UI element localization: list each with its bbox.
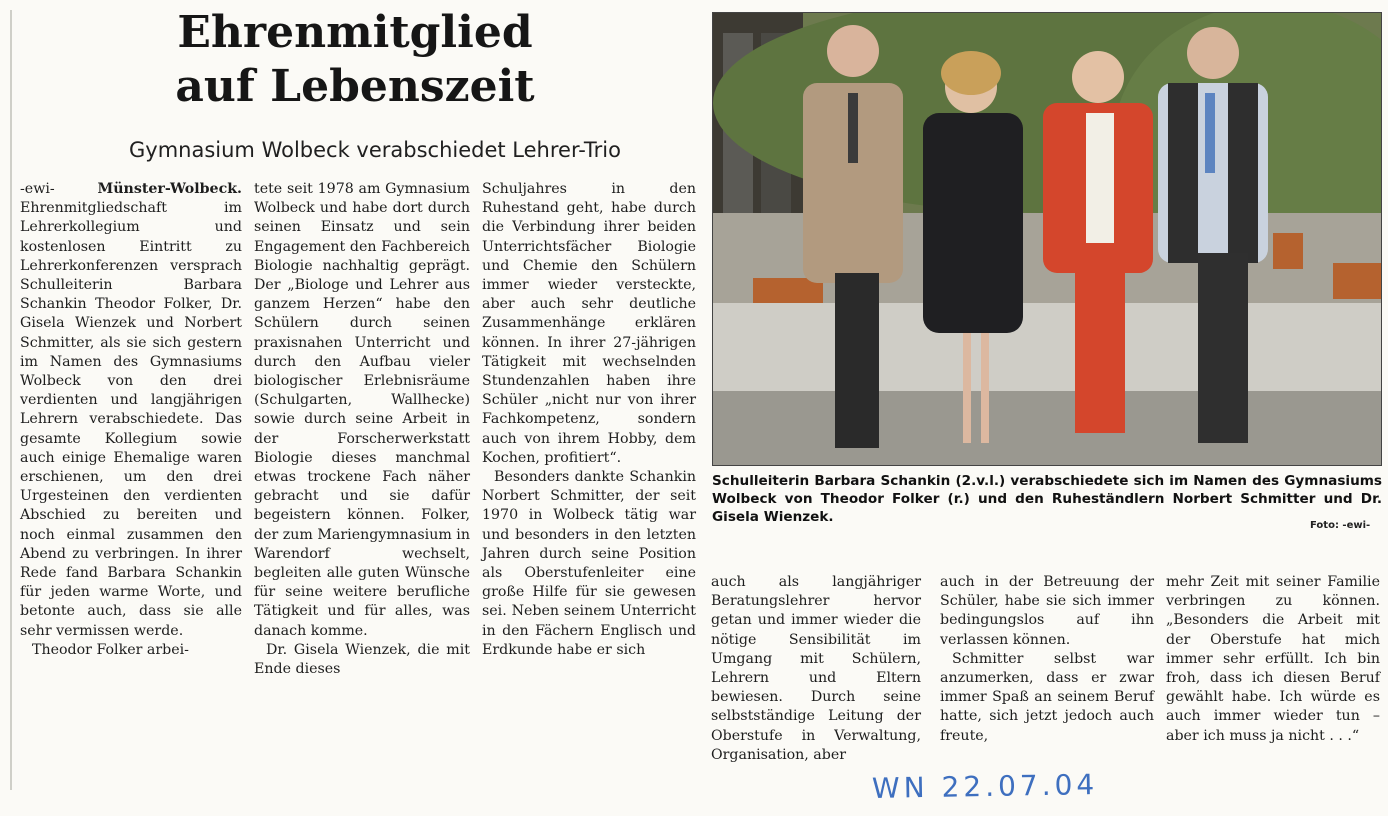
article-subheadline: Gymnasium Wolbeck verabschiedet Lehrer-Trio — [129, 138, 621, 162]
head — [1187, 27, 1239, 79]
paragraph: Besonders dankte Schankin Norbert Schmitter, der seit 1970 in Wolbeck tätig war und besonders in den letzten Jahren durch seine Position als Oberstufenleiter eine große Hilfe für sie gewesen sei. Neben seinem Unterricht in den Fächern Englisch und Erdkunde habe er sich — [482, 469, 696, 658]
paragraph-text: Ehrenmitgliedschaft im Lehrerkollegium und kostenlosen Eintritt zu Lehrerkonferenzen versprach Schulleiterin Barbara Schankin Theodor Folker, Dr. Gisela Wienzek und Norbert Schmitter, als sie sich gestern im Namen des Gymnasiums Wolbeck von den drei verdienten und langjährigen Lehrern verabschiedete. Das gesamte Kollegium sowie auch einige Ehemalige waren erschienen, um den drei Urgesteinen den verdienten Abschied zu bereiten und noch einmal zusammen den Abend zu verbringen. In ihrer Rede fand Barbara Schankin für jeden warme Worte, und betonte auch, dass sie alle sehr vermissen werde. — [20, 200, 242, 639]
paragraph: tete seit 1978 am Gymnasium Wolbeck und habe dort durch seinen Einsatz und sein Engagement den Fachbereich Biologie nachhaltig geprägt. Der „Biologe und Lehrer aus ganzem Herzen“ habe den Schülern durch seinen praxisnahen Unterricht und durch den Aufbau vieler biologischer Erlebnisräume (Schulgarten, Wallhecke) sowie durch seine Arbeit in der Forscherwerkstatt Biologie dieses manchmal etwas trockene Fach näher gebracht und sie dafür begeistern können. Folker, der zum Mariengymnasium in Warendorf wechselt, begleiten alle guten Wünsche für seine weitere berufliche Tätigkeit und für alles, was danach komme. — [254, 181, 470, 639]
article-column-3 — [482, 180, 696, 660]
dark-vest — [1168, 83, 1198, 263]
paragraph: auch als langjähriger Beratungslehrer hervor getan und immer wieder die nötige Sensibilität im Umgang mit Schülern, Lehrern und Eltern bewiesen. Durch seine selbstständige Leitung der Oberstufe in Verwaltung, Organisation, aber — [711, 574, 921, 763]
dark-vest — [1228, 83, 1258, 263]
black-suit — [923, 113, 1023, 333]
paved-ground — [713, 391, 1381, 465]
white-blouse — [1086, 113, 1114, 243]
photo-caption: Schulleiterin Barbara Schankin (2.v.l.) verabschiedete sich im Namen des Gymnasiums Wolbeck von Theodor Folker (r.) und den Ruheständlern Norbert Schmitter und Dr. Gisela Wienzek. — [712, 473, 1382, 525]
headline-line-1: Ehrenmitglied — [177, 7, 533, 58]
red-trousers — [1075, 263, 1125, 433]
photo-illustration — [713, 13, 1381, 465]
paragraph — [20, 180, 242, 641]
article-column-5 — [940, 573, 1154, 746]
author-tag: -ewi- — [20, 181, 55, 197]
article-column-4 — [711, 573, 921, 765]
paragraph: Dr. Gisela Wienzek, die mit Ende dieses — [254, 641, 470, 678]
paragraph: auch in der Betreuung der Schüler, habe sie sich immer bedingungslos auf ihn verlassen können. — [940, 574, 1154, 648]
article-headline — [120, 6, 590, 114]
dark-trousers — [835, 273, 879, 448]
legs — [981, 333, 989, 443]
paragraph: Schuljahres in den Ruhestand geht, habe durch die Verbindung ihrer beiden Unterrichtsfächer Biologie und Chemie den Schülern immer wieder versteckte, aber auch sehr deutliche Zusammenhänge erklären können. In ihrer 27-jährigen Tätigkeit mit wechselnden Stundenzahlen haben ihre Schüler „nicht nur von ihrer Fachkompetenz, sondern auch von ihrem Hobby, dem Kochen, profitiert“. — [482, 181, 696, 466]
article-column-6 — [1166, 573, 1380, 746]
dark-trousers — [1198, 253, 1248, 443]
planter-box — [1273, 233, 1303, 269]
headline-line-2: auf Lebenszeit — [175, 61, 535, 112]
dateline: Münster-Wolbeck. — [97, 181, 242, 197]
paragraph: Schmitter selbst war anzumerken, dass er zwar immer Spaß an seinem Beruf hatte, sich jetzt jedoch auch freute, — [940, 650, 1154, 744]
photo-credit: Foto: -ewi- — [1310, 520, 1371, 531]
head — [1072, 51, 1124, 103]
concrete-wall — [713, 303, 1381, 393]
blonde-hair — [941, 51, 1001, 95]
planter-box — [1333, 263, 1381, 299]
paragraph: mehr Zeit mit seiner Familie verbringen zu können. „Besonders die Arbeit mit der Oberstufe hat mich immer sehr erfüllt. Ich bin froh, dass ich diesen Beruf gewählt habe. Ich würde es auch immer wieder tun – aber ich muss ja nicht . . .“ — [1166, 574, 1380, 744]
group-photo — [712, 12, 1382, 466]
scan-edge-line — [10, 10, 12, 790]
striped-tie — [1205, 93, 1215, 173]
tie — [848, 93, 858, 163]
article-column-1 — [20, 180, 242, 660]
paragraph: Theodor Folker arbei- — [32, 641, 189, 658]
article-column-2 — [254, 180, 470, 679]
legs — [963, 333, 971, 443]
handwritten-source-note: WN 22.07.04 — [871, 768, 1099, 805]
head — [827, 25, 879, 77]
